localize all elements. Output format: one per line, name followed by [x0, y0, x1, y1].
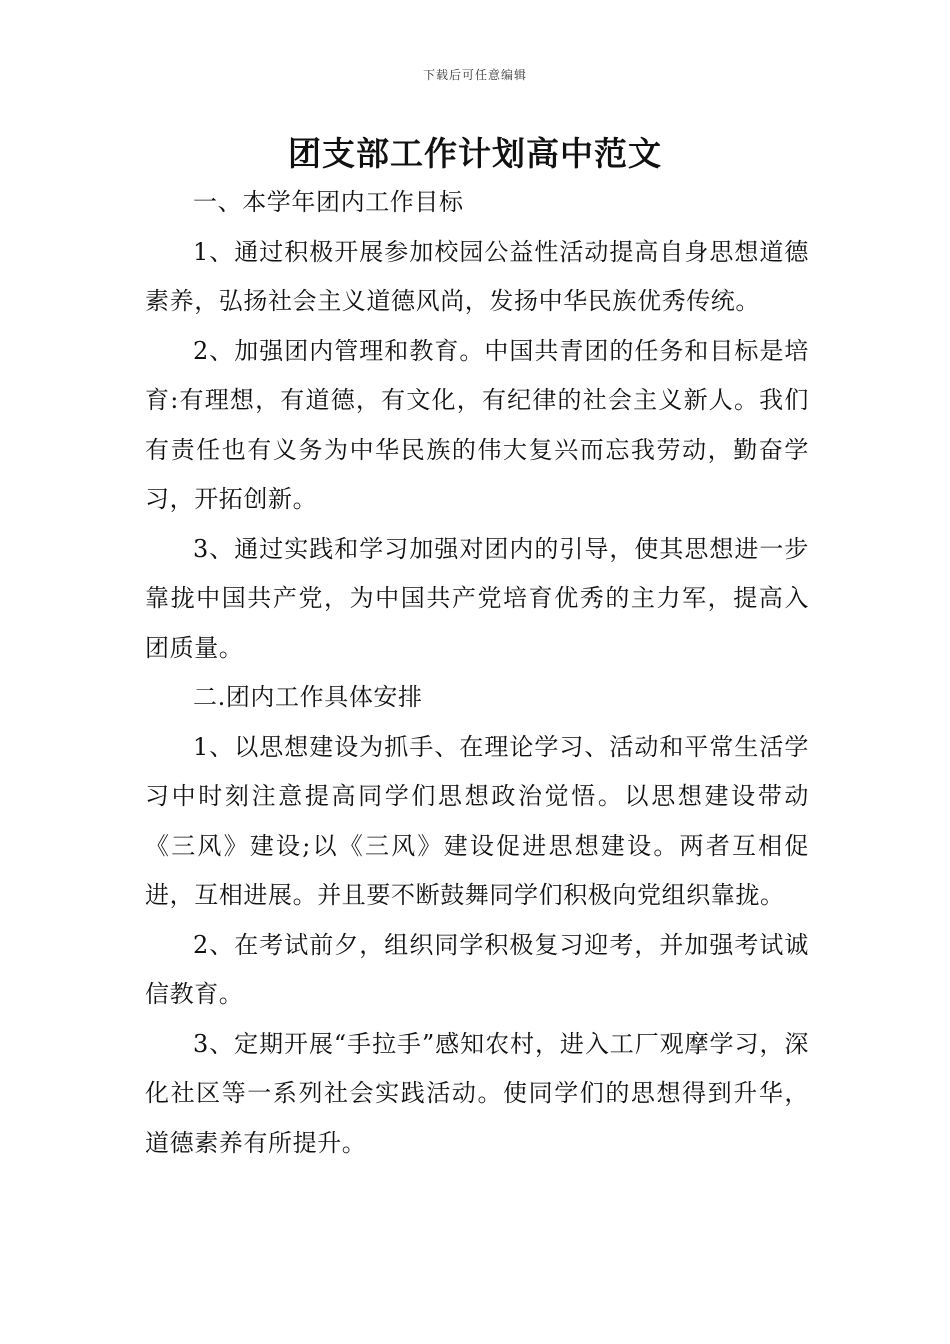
paragraph-arrangement-3: 3、定期开展“手拉手”感知农村，进入工厂观摩学习，深化社区等一系列社会实践活动。使同学们的思想得到升华，道德素养有所提升。: [145, 1029, 809, 1157]
paragraph-goal-3: 3、通过实践和学习加强对团内的引导，使其思想进一步靠拢中国共产党，为中国共产党培育优秀的主力军，提高入团质量。: [145, 534, 809, 662]
paragraph-arrangement-2: 2、在考试前夕，组织同学积极复习迎考，并加强考试诚信教育。: [145, 930, 809, 1008]
paragraph-goal-1: 1、通过积极开展参加校园公益性活动提高自身思想道德素养，弘扬社会主义道德风尚，发扬中华民族优秀传统。: [145, 237, 809, 315]
section-heading-arrangements: 二.团内工作具体安排: [193, 683, 423, 711]
paragraph-goal-2: 2、加强团内管理和教育。中国共青团的任务和目标是培育:有理想，有道德，有文化，有纪律的社会主义新人。我们有责任也有义务为中华民族的伟大复兴而忘我劳动，勤奋学习，开拓创新。: [145, 336, 809, 513]
document-body: [145, 178, 809, 1168]
header-note: 下载后可任意编辑: [422, 68, 527, 82]
paragraph-arrangement-1: 1、以思想建设为抓手、在理论学习、活动和平常生活学习中时刻注意提高同学们思想政治觉悟。以思想建设带动《三风》建设;以《三风》建设促进思想建设。两者互相促进，互相进展。并且要不断鼓舞同学们积极向党组织靠拢。: [145, 732, 809, 909]
document-title: 团支部工作计划高中范文: [288, 134, 662, 173]
section-heading-goals: 一、本学年团内工作目标: [193, 188, 464, 216]
